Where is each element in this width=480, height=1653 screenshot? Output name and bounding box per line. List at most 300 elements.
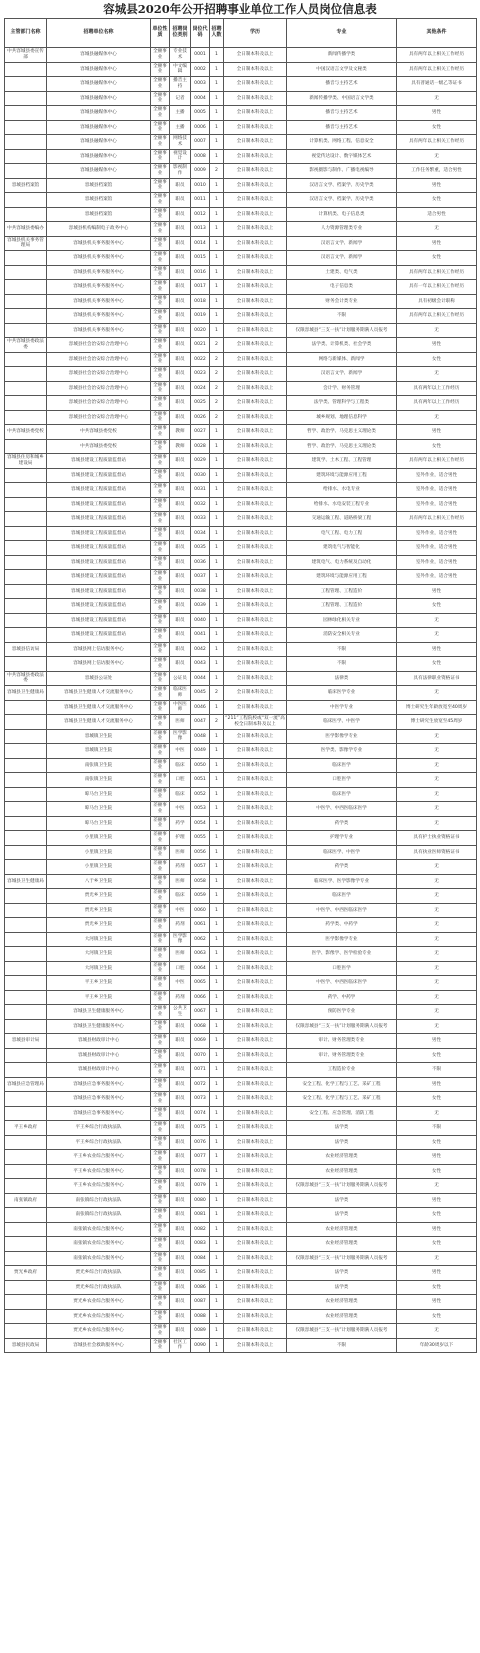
cell-position-code: 0020 <box>191 323 210 338</box>
cell-unit-nature: 全额事业 <box>151 1106 170 1121</box>
table-row <box>5 164 477 179</box>
cell-position-type: 药剂 <box>170 990 191 1005</box>
cell-unit: 容城县建设工程质量监督站 <box>47 584 151 599</box>
cell-conditions: 女性 <box>397 1280 477 1295</box>
cell-department <box>5 439 47 454</box>
cell-education: 全日制本科及以上 <box>224 773 287 788</box>
cell-education: 全日制本科及以上 <box>224 932 287 947</box>
cell-unit: 容城县财政审计中心 <box>47 1048 151 1063</box>
cell-major: 药学、中药学 <box>287 990 397 1005</box>
cell-department <box>5 91 47 106</box>
table-row <box>5 1063 477 1078</box>
cell-major: 农业经济管理类 <box>287 1164 397 1179</box>
cell-education: 全日制本科及以上 <box>224 976 287 991</box>
cell-position-type: 口腔 <box>170 773 191 788</box>
cell-unit: 容城县机关事务服务中心 <box>47 323 151 338</box>
cell-unit: 容城县机关事务服务中心 <box>47 294 151 309</box>
cell-headcount: 1 <box>210 1251 224 1266</box>
cell-unit: 容城县社会治安综合治理中心 <box>47 396 151 411</box>
cell-education: 全日制本科及以上 <box>224 1309 287 1324</box>
cell-position-type: 医学影像 <box>170 932 191 947</box>
cell-unit-nature: 全额事业 <box>151 236 170 251</box>
table-row <box>5 1135 477 1150</box>
cell-position-type: 临床 <box>170 787 191 802</box>
cell-position-type: 中文编辑 <box>170 62 191 77</box>
cell-headcount: 1 <box>210 642 224 657</box>
cell-major: 临床医学 <box>287 758 397 773</box>
cell-major: 不限 <box>287 642 397 657</box>
cell-major: 药学类 <box>287 816 397 831</box>
cell-department <box>5 1063 47 1078</box>
cell-position-code: 0042 <box>191 642 210 657</box>
cell-major: 安全工程、化学工程与工艺、采矿工程 <box>287 1077 397 1092</box>
table-row <box>5 265 477 280</box>
cell-conditions: 不限 <box>397 1121 477 1136</box>
cell-position-type: 职员 <box>170 1048 191 1063</box>
cell-unit-nature: 全额事业 <box>151 570 170 585</box>
cell-position-code: 0026 <box>191 410 210 425</box>
cell-unit-nature: 全额事业 <box>151 1309 170 1324</box>
cell-major: 护理学专业 <box>287 831 397 846</box>
cell-headcount: 1 <box>210 1324 224 1339</box>
cell-headcount: 1 <box>210 541 224 556</box>
cell-headcount: 1 <box>210 280 224 295</box>
cell-department <box>5 497 47 512</box>
cell-education: 全日制本科及以上 <box>224 236 287 251</box>
cell-headcount: 1 <box>210 1063 224 1078</box>
cell-education: 全日制本科及以上 <box>224 860 287 875</box>
cell-position-type: 职员 <box>170 1121 191 1136</box>
cell-unit-nature: 全额事业 <box>151 338 170 353</box>
cell-headcount: 1 <box>210 932 224 947</box>
cell-conditions: 无 <box>397 1019 477 1034</box>
cell-unit: 南张镇卫生院 <box>47 773 151 788</box>
cell-education: 全日制本科及以上 <box>224 135 287 150</box>
cell-conditions: 室外作业，适合男性 <box>397 468 477 483</box>
cell-unit: 容城县建设工程质量监督站 <box>47 599 151 614</box>
cell-position-type: 职员 <box>170 193 191 208</box>
cell-department <box>5 773 47 788</box>
cell-department <box>5 947 47 962</box>
cell-headcount: 1 <box>210 1005 224 1020</box>
cell-education: 全日制本科及以上 <box>224 541 287 556</box>
table-row <box>5 77 477 92</box>
cell-conditions: 具有一年以上相关工作经历 <box>397 280 477 295</box>
cell-unit: 容城县卫生健康人才交流服务中心 <box>47 715 151 730</box>
cell-education: 全日制本科及以上 <box>224 483 287 498</box>
cell-position-type: 教师 <box>170 425 191 440</box>
cell-unit: 八于乡卫生院 <box>47 874 151 889</box>
cell-education: 全日制本科及以上 <box>224 280 287 295</box>
cell-department <box>5 1324 47 1339</box>
cell-major: 医学类、影像学专业 <box>287 744 397 759</box>
cell-unit-nature: 全额事业 <box>151 439 170 454</box>
cell-position-type: 网络技术 <box>170 135 191 150</box>
cell-position-type: 职员 <box>170 497 191 512</box>
cell-position-code: 0061 <box>191 918 210 933</box>
table-row <box>5 773 477 788</box>
cell-headcount: 1 <box>210 889 224 904</box>
cell-position-code: 0077 <box>191 1150 210 1165</box>
cell-headcount: 1 <box>210 845 224 860</box>
cell-unit: 容城县融媒体中心 <box>47 48 151 63</box>
cell-unit: 容城县建设工程质量监督站 <box>47 555 151 570</box>
cell-conditions: 具有护士执业资格证书 <box>397 831 477 846</box>
cell-unit: 容城县卫生健康服务中心 <box>47 1019 151 1034</box>
cell-major: 视觉传达设计、数字媒体艺术 <box>287 149 397 164</box>
cell-position-code: 0080 <box>191 1193 210 1208</box>
cell-headcount: 1 <box>210 497 224 512</box>
table-row <box>5 439 477 454</box>
cell-unit-nature: 全额事业 <box>151 62 170 77</box>
cell-conditions: 无 <box>397 323 477 338</box>
cell-unit: 容城县社会治安综合治理中心 <box>47 367 151 382</box>
table-row <box>5 280 477 295</box>
cell-department <box>5 512 47 527</box>
cell-department <box>5 976 47 991</box>
cell-conditions: 具有法律职业资格证书 <box>397 671 477 686</box>
cell-unit: 容城镇卫生院 <box>47 744 151 759</box>
cell-position-code: 0044 <box>191 671 210 686</box>
cell-conditions: 博士研究生年龄放宽至40周岁 <box>397 700 477 715</box>
cell-major: 临床医学 <box>287 889 397 904</box>
cell-education: 全日制本科及以上 <box>224 425 287 440</box>
cell-department: 容城县机关事务管理局 <box>5 236 47 251</box>
cell-conditions: 适合男性 <box>397 207 477 222</box>
cell-position-code: 0014 <box>191 236 210 251</box>
table-row <box>5 758 477 773</box>
cell-education: 全日制本科及以上 <box>224 48 287 63</box>
cell-headcount: 1 <box>210 860 224 875</box>
cell-education: 全日制本科及以上 <box>224 367 287 382</box>
cell-unit-nature: 差额事业 <box>151 990 170 1005</box>
cell-headcount: 1 <box>210 48 224 63</box>
cell-unit: 容城县社会治安综合治理中心 <box>47 352 151 367</box>
cell-unit: 容城县应急事务服务中心 <box>47 1106 151 1121</box>
cell-position-code: 0070 <box>191 1048 210 1063</box>
cell-position-type: 职员 <box>170 570 191 585</box>
cell-education: 全日制本科及以上 <box>224 207 287 222</box>
cell-conditions: 工作任务繁重，适合男性 <box>397 164 477 179</box>
cell-education: 全日制本科及以上 <box>224 106 287 121</box>
cell-conditions: 女性 <box>397 1092 477 1107</box>
cell-headcount: 1 <box>210 222 224 237</box>
cell-conditions: 年龄30周岁以下 <box>397 1338 477 1353</box>
cell-position-type: 职员 <box>170 251 191 266</box>
cell-department: 容城县民政局 <box>5 1338 47 1353</box>
cell-unit: 容城县机关事务服务中心 <box>47 309 151 324</box>
cell-headcount: 1 <box>210 758 224 773</box>
cell-headcount: 1 <box>210 1222 224 1237</box>
table-row <box>5 541 477 556</box>
cell-major: 农业经济管理类 <box>287 1150 397 1165</box>
cell-headcount: 1 <box>210 599 224 614</box>
cell-major: 仅限容城县“三支一扶”计划服务期满人员报考 <box>287 1251 397 1266</box>
cell-unit-nature: 全额事业 <box>151 599 170 614</box>
cell-position-type: 职员 <box>170 236 191 251</box>
cell-department <box>5 1309 47 1324</box>
cell-position-type: 职员 <box>170 1208 191 1223</box>
table-body <box>5 48 477 1353</box>
cell-department: 容城县审计局 <box>5 1034 47 1049</box>
cell-department <box>5 613 47 628</box>
table-row <box>5 381 477 396</box>
table-row <box>5 454 477 469</box>
cell-major: 哲学、政治学、马克思主义理论类 <box>287 425 397 440</box>
cell-headcount: 2 <box>210 352 224 367</box>
cell-conditions: 无 <box>397 802 477 817</box>
table-row <box>5 961 477 976</box>
cell-conditions: 女性 <box>397 251 477 266</box>
cell-unit-nature: 全额事业 <box>151 309 170 324</box>
cell-conditions: 具有两年以上相关工作经历 <box>397 62 477 77</box>
cell-unit-nature: 差额事业 <box>151 831 170 846</box>
cell-conditions: 无 <box>397 1324 477 1339</box>
cell-unit-nature: 全额事业 <box>151 367 170 382</box>
cell-position-type: 医学影像 <box>170 729 191 744</box>
cell-unit: 晾马台卫生院 <box>47 787 151 802</box>
cell-department <box>5 468 47 483</box>
cell-unit-nature: 全额事业 <box>151 106 170 121</box>
table-row <box>5 990 477 1005</box>
cell-position-type: 职员 <box>170 599 191 614</box>
cell-position-code: 0079 <box>191 1179 210 1194</box>
cell-education: 全日制本科及以上 <box>224 77 287 92</box>
cell-major: 消防安全相关专业 <box>287 628 397 643</box>
cell-department: 容城县住房和城乡建设局 <box>5 454 47 469</box>
cell-conditions: 不限 <box>397 1063 477 1078</box>
cell-conditions: 无 <box>397 1106 477 1121</box>
cell-position-code: 0019 <box>191 309 210 324</box>
cell-position-code: 0078 <box>191 1164 210 1179</box>
cell-unit-nature: 全额事业 <box>151 352 170 367</box>
cell-position-code: 0008 <box>191 149 210 164</box>
cell-conditions: 具有初级会计职称 <box>397 294 477 309</box>
cell-unit-nature: 差额事业 <box>151 932 170 947</box>
cell-unit: 容城县公证处 <box>47 671 151 686</box>
cell-position-type: 公证员 <box>170 671 191 686</box>
cell-position-type: 职员 <box>170 352 191 367</box>
cell-position-code: 0054 <box>191 816 210 831</box>
cell-headcount: 1 <box>210 454 224 469</box>
cell-major: 中医学、中西医临床医学 <box>287 976 397 991</box>
cell-education: 全日制本科及以上 <box>224 178 287 193</box>
table-row <box>5 1237 477 1252</box>
cell-unit: 容城县融媒体中心 <box>47 62 151 77</box>
cell-headcount: 2 <box>210 367 224 382</box>
table-row <box>5 468 477 483</box>
cell-education: 全日制本科及以上 <box>224 744 287 759</box>
table-row <box>5 1324 477 1339</box>
table-row <box>5 1019 477 1034</box>
cell-position-type: 职员 <box>170 1280 191 1295</box>
column-header: 招聘人数 <box>210 19 224 48</box>
cell-position-code: 0006 <box>191 120 210 135</box>
cell-major: 中医学、中西医临床医学 <box>287 802 397 817</box>
cell-department: 中共容城县委党校 <box>5 425 47 440</box>
cell-conditions: 无 <box>397 628 477 643</box>
cell-department <box>5 1019 47 1034</box>
cell-education: 全日制本科及以上 <box>224 309 287 324</box>
cell-department <box>5 729 47 744</box>
cell-headcount: 1 <box>210 106 224 121</box>
cell-unit-nature: 全额事业 <box>151 715 170 730</box>
cell-conditions: 具有普通话一级乙等证书 <box>397 77 477 92</box>
cell-major: 工程管理、工程造价 <box>287 584 397 599</box>
cell-position-type: 职员 <box>170 1092 191 1107</box>
cell-unit: 容城县社会治安综合治理中心 <box>47 381 151 396</box>
cell-unit: 容城县网上信访服务中心 <box>47 657 151 672</box>
cell-department <box>5 309 47 324</box>
cell-conditions: 无 <box>397 758 477 773</box>
cell-conditions: 女性 <box>397 352 477 367</box>
cell-unit: 容城县建设工程质量监督站 <box>47 613 151 628</box>
cell-position-type: 口腔 <box>170 961 191 976</box>
cell-education: 全日制本科及以上 <box>224 802 287 817</box>
cell-unit: 容城县档案馆 <box>47 178 151 193</box>
cell-headcount: 1 <box>210 62 224 77</box>
cell-education: 全日制本科及以上 <box>224 816 287 831</box>
cell-position-code: 0051 <box>191 773 210 788</box>
cell-unit-nature: 全额事业 <box>151 178 170 193</box>
cell-position-type: 主播 <box>170 120 191 135</box>
cell-department <box>5 628 47 643</box>
cell-major: 播音与主持艺术 <box>287 120 397 135</box>
cell-education: 全日制本科及以上 <box>224 526 287 541</box>
cell-major: 中医学专业 <box>287 700 397 715</box>
cell-unit-nature: 差额事业 <box>151 845 170 860</box>
cell-conditions: 无 <box>397 918 477 933</box>
cell-headcount: 1 <box>210 628 224 643</box>
cell-position-type: 职员 <box>170 483 191 498</box>
cell-education: 全日制本科及以上 <box>224 294 287 309</box>
cell-unit: 容城县机关事务服务中心 <box>47 236 151 251</box>
cell-department <box>5 1179 47 1194</box>
cell-unit: 容城县建设工程质量监督站 <box>47 541 151 556</box>
table-row <box>5 396 477 411</box>
cell-education: 全日制本科及以上 <box>224 570 287 585</box>
cell-position-type: 职员 <box>170 323 191 338</box>
cell-department <box>5 1208 47 1223</box>
cell-conditions: 无 <box>397 149 477 164</box>
cell-unit-nature: 全额事业 <box>151 497 170 512</box>
cell-education: 全日制本科及以上 <box>224 512 287 527</box>
cell-position-type: 医师 <box>170 845 191 860</box>
cell-conditions: 无 <box>397 976 477 991</box>
cell-education: 全日制本科及以上 <box>224 1106 287 1121</box>
cell-department <box>5 1295 47 1310</box>
cell-unit: 容城县机构编制电子政务中心 <box>47 222 151 237</box>
cell-department <box>5 889 47 904</box>
cell-department <box>5 715 47 730</box>
cell-headcount: 1 <box>210 787 224 802</box>
cell-headcount: 1 <box>210 874 224 889</box>
cell-major: 口腔医学 <box>287 961 397 976</box>
column-header: 招聘岗位类别 <box>170 19 191 48</box>
cell-education: 全日制本科及以上 <box>224 874 287 889</box>
cell-position-type: 职员 <box>170 396 191 411</box>
table-row <box>5 932 477 947</box>
cell-education: 全日制本科及以上 <box>224 729 287 744</box>
cell-headcount: 1 <box>210 1280 224 1295</box>
cell-conditions: 博士研究生放宽至45周岁 <box>397 715 477 730</box>
cell-position-code: 0045 <box>191 686 210 701</box>
cell-position-code: 0032 <box>191 497 210 512</box>
cell-conditions: 无 <box>397 961 477 976</box>
cell-unit: 南张镇农业综合服务中心 <box>47 1251 151 1266</box>
cell-headcount: 1 <box>210 584 224 599</box>
cell-position-code: 0076 <box>191 1135 210 1150</box>
cell-position-code: 0017 <box>191 280 210 295</box>
cell-major: 仅限容城县“三支一扶”计划服务期满人员报考 <box>287 323 397 338</box>
cell-position-type: 职员 <box>170 1150 191 1165</box>
table-row <box>5 686 477 701</box>
cell-position-code: 0013 <box>191 222 210 237</box>
cell-major: 电气工程、电力工程 <box>287 526 397 541</box>
table-row <box>5 860 477 875</box>
cell-position-code: 0087 <box>191 1295 210 1310</box>
cell-department <box>5 744 47 759</box>
cell-major: 农业经济管理类 <box>287 1222 397 1237</box>
cell-education: 全日制本科及以上 <box>224 1179 287 1194</box>
cell-position-code: 0041 <box>191 628 210 643</box>
cell-department <box>5 700 47 715</box>
cell-education: 全日制本科及以上 <box>224 787 287 802</box>
cell-position-code: 0052 <box>191 787 210 802</box>
cell-unit-nature: 全额事业 <box>151 1164 170 1179</box>
table-row <box>5 613 477 628</box>
cell-department <box>5 280 47 295</box>
cell-unit: 容城县融媒体中心 <box>47 106 151 121</box>
cell-unit-nature: 全额事业 <box>151 642 170 657</box>
cell-unit-nature: 全额事业 <box>151 1063 170 1078</box>
cell-unit: 平王乡农业综合服务中心 <box>47 1150 151 1165</box>
cell-position-type: 医师 <box>170 874 191 889</box>
cell-conditions: 女性 <box>397 1309 477 1324</box>
cell-position-code: 0046 <box>191 700 210 715</box>
cell-department <box>5 265 47 280</box>
cell-unit-nature: 全额事业 <box>151 584 170 599</box>
cell-conditions: 室外作业，适合男性 <box>397 555 477 570</box>
cell-department <box>5 816 47 831</box>
cell-headcount: 1 <box>210 744 224 759</box>
cell-position-code: 0065 <box>191 976 210 991</box>
cell-department <box>5 1280 47 1295</box>
cell-headcount: 1 <box>210 816 224 831</box>
cell-department <box>5 657 47 672</box>
cell-conditions: 具有两年以上相关工作经历 <box>397 454 477 469</box>
cell-education: 全日制本科及以上 <box>224 758 287 773</box>
cell-position-code: 0074 <box>191 1106 210 1121</box>
cell-department <box>5 483 47 498</box>
cell-conditions: 无 <box>397 686 477 701</box>
cell-education: 全日制本科及以上 <box>224 642 287 657</box>
cell-unit: 容城县网上信访服务中心 <box>47 642 151 657</box>
cell-position-code: 0004 <box>191 91 210 106</box>
cell-department <box>5 961 47 976</box>
table-row <box>5 1164 477 1179</box>
cell-education: 全日制本科及以上 <box>224 1063 287 1078</box>
cell-major: 电子信息类 <box>287 280 397 295</box>
cell-position-type: 播音主持 <box>170 77 191 92</box>
cell-unit: 贾光乡卫生院 <box>47 918 151 933</box>
cell-position-type: 影视制作 <box>170 164 191 179</box>
cell-position-type: 记者 <box>170 91 191 106</box>
cell-department: 容城县卫生健康局 <box>5 686 47 701</box>
table-row <box>5 1077 477 1092</box>
cell-department <box>5 352 47 367</box>
cell-headcount: 1 <box>210 773 224 788</box>
